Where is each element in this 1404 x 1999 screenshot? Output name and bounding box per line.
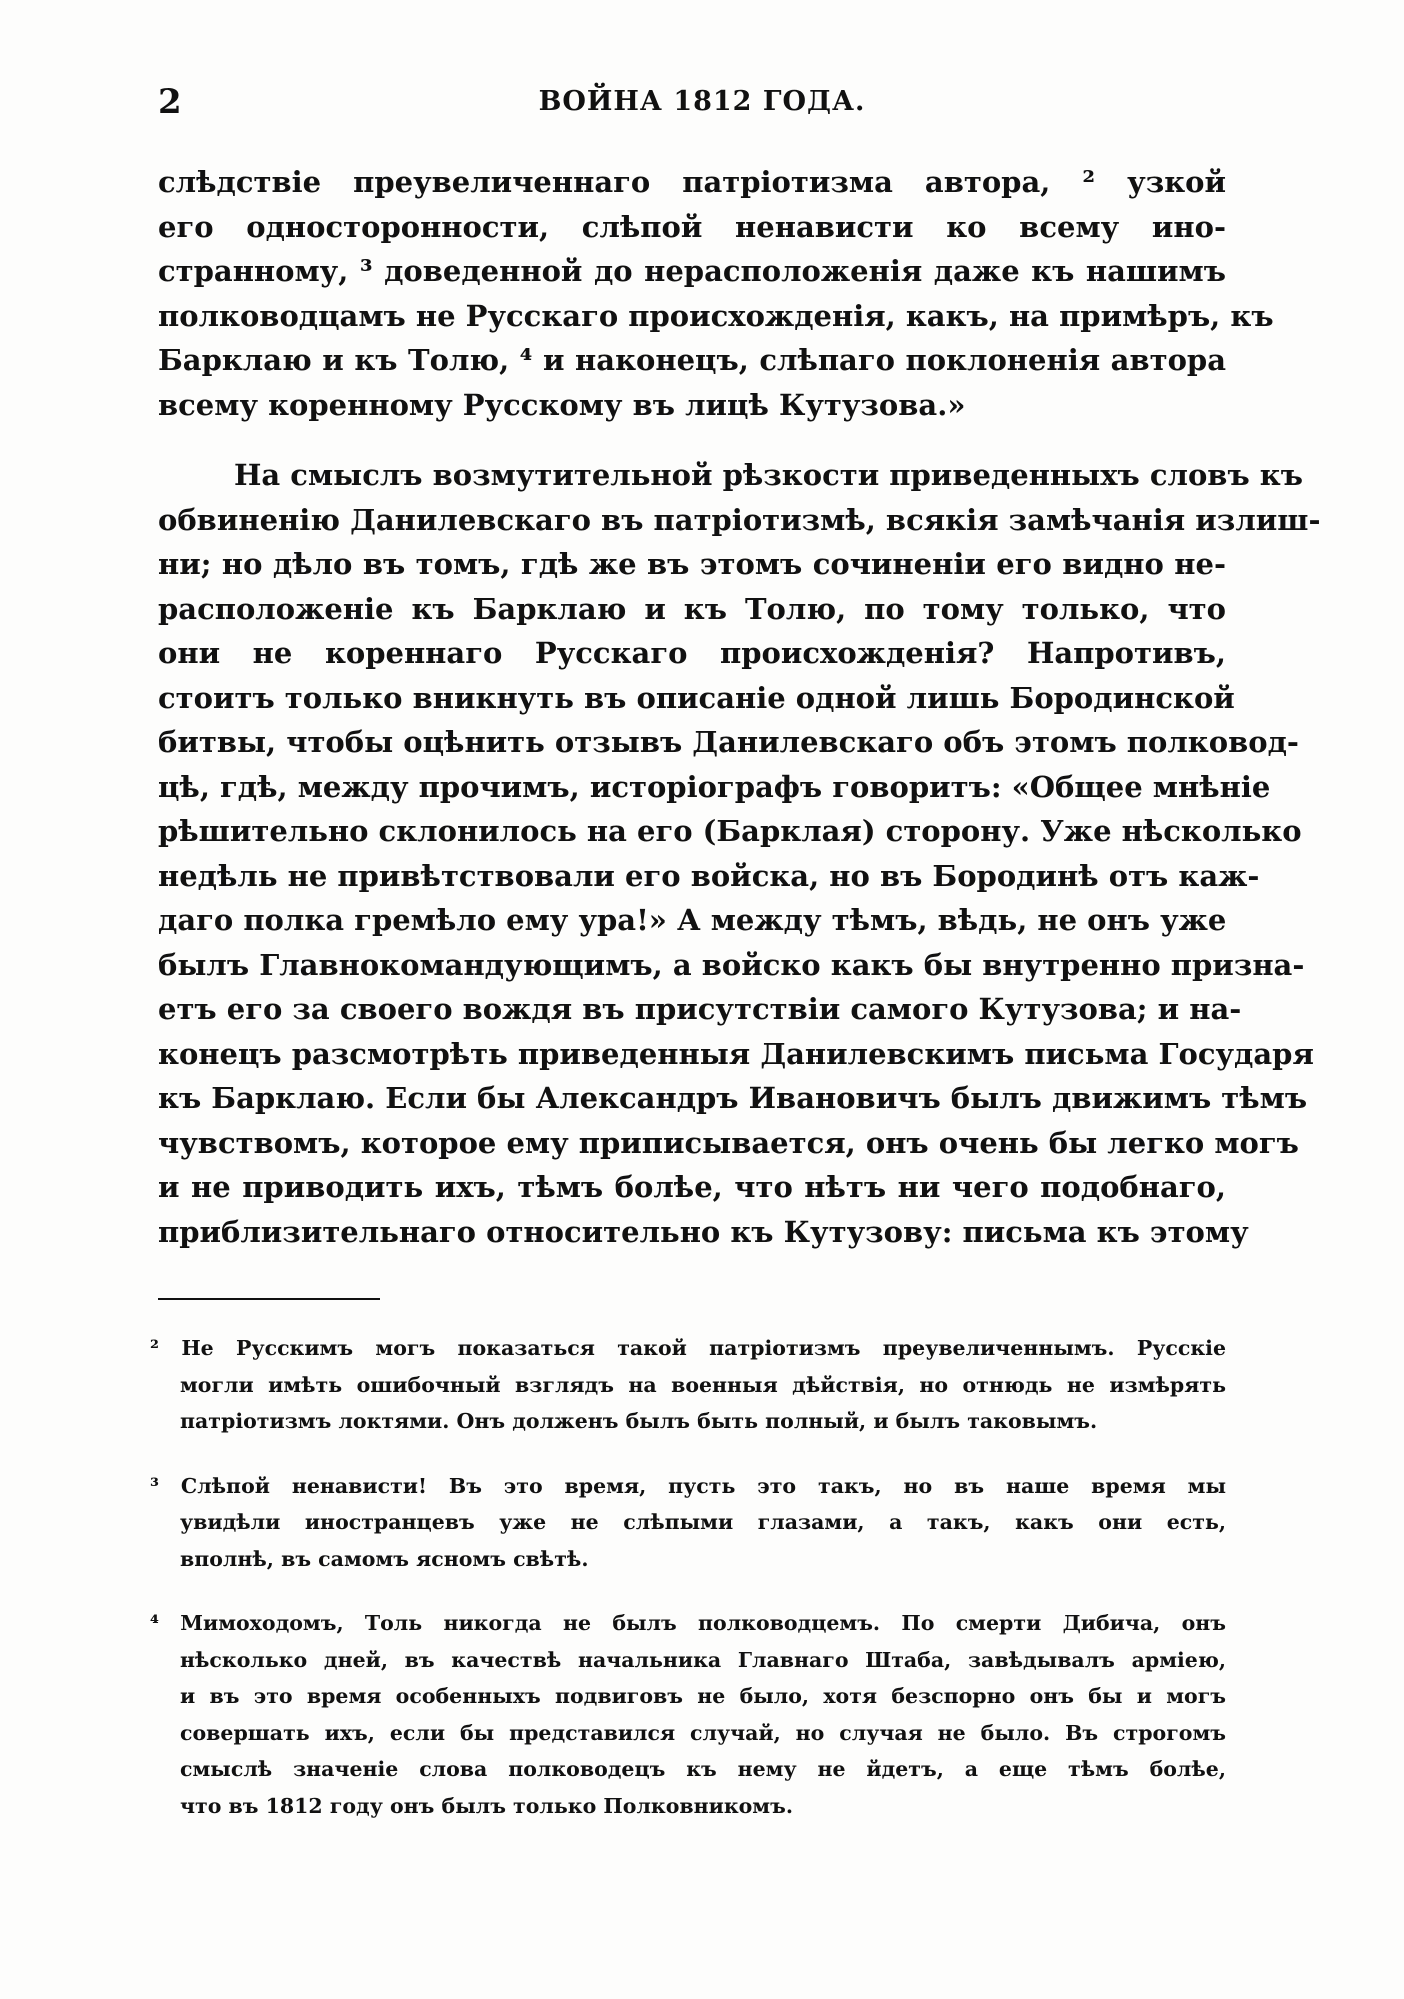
footnote-line: и въ это время особенныхъ подвиговъ не было, хотя безспорно онъ бы и могъ xyxy=(180,1684,1226,1708)
text-line: его односторонности, слѣпой ненависти ко всему ино- xyxy=(158,209,1226,244)
text-line: чувствомъ, которое ему приписывается, онъ очень бы легко могъ xyxy=(158,1125,1299,1160)
text-line: даго полка гремѣло ему ура!» А между тѣмъ, вѣдь, не онъ уже xyxy=(158,903,1227,937)
footnotes xyxy=(150,1330,1226,1852)
text-line: конецъ разсмотрѣть приведенныя Данилевскимъ письма Государя xyxy=(158,1036,1314,1071)
footnote-line: вполнѣ, въ самомъ ясномъ свѣтѣ. xyxy=(180,1546,589,1571)
footnote-3 xyxy=(150,1468,1226,1578)
footnote-line: увидѣли иностранцевъ уже не слѣпыми глазами, а такъ, какъ они есть, xyxy=(180,1510,1226,1534)
footnote-text: Мимоходомъ, Толь никогда не былъ полководцемъ. По смерти Дибича, онъ xyxy=(180,1611,1227,1635)
paragraph-2 xyxy=(158,453,1321,1254)
text-line: обвиненію Данилевскаго въ патріотизмѣ, всякія замѣчанія излиш- xyxy=(158,502,1321,537)
footnote-line: могли имѣть ошибочный взглядъ на военныя дѣйствія, но отнюдь не измѣрять xyxy=(180,1372,1226,1397)
text-line: они не кореннаго Русскаго происхожденія? Напротивъ, xyxy=(158,636,1226,670)
footnote-line xyxy=(150,1605,1226,1642)
text-line: недѣль не привѣтствовали его войска, но въ Бородинѣ отъ каж- xyxy=(158,858,1260,893)
footnote-line: смыслѣ значеніе слова полководецъ къ нему не йдетъ, а еще тѣмъ болѣе, xyxy=(180,1757,1226,1781)
footnote-2 xyxy=(150,1330,1226,1440)
text-line: приблизительнаго относительно къ Кутузову: письма къ этому xyxy=(158,1214,1249,1249)
text-line: битвы, чтобы оцѣнить отзывъ Данилевскаго объ этомъ полковод- xyxy=(158,725,1299,759)
footnote-line: нѣсколько дней, въ качествѣ начальника Главнаго Штаба, завѣдывалъ арміею, xyxy=(180,1647,1226,1672)
text-line: етъ его за своего вождя въ присутствіи самого Кутузова; и на- xyxy=(158,992,1242,1026)
paragraph-gap xyxy=(158,427,1226,453)
footnote-divider xyxy=(158,1298,380,1300)
footnote-text: Слѣпой ненависти! Въ это время, пусть это такъ, но въ наше время мы xyxy=(180,1473,1226,1498)
text-line: цѣ, гдѣ, между прочимъ, исторіографъ говоритъ: «Общее мнѣніе xyxy=(158,769,1271,804)
main-text xyxy=(158,160,1321,1254)
footnote-line: совершать ихъ, если бы представился случай, но случая не было. Въ строгомъ xyxy=(180,1720,1226,1745)
text-line: расположеніе къ Барклаю и къ Толю, по тому только, что xyxy=(158,591,1226,626)
footnote-4 xyxy=(150,1605,1226,1824)
text-line: полководцамъ не Русскаго происхожденія, какъ, на примѣръ, къ xyxy=(158,298,1274,333)
footnote-line: что въ 1812 году онъ былъ только Полковникомъ. xyxy=(180,1793,793,1818)
text-line: къ Барклаю. Если бы Александръ Ивановичъ былъ движимъ тѣмъ xyxy=(158,1081,1308,1115)
text-line: былъ Главнокомандующимъ, а войско какъ бы внутренно призна- xyxy=(158,947,1305,982)
text-line: Барклаю и къ Толю, ⁴ и наконецъ, слѣпаго поклоненія автора xyxy=(158,343,1226,377)
footnote-line xyxy=(150,1468,1226,1505)
footnote-line: патріотизмъ локтями. Онъ долженъ былъ быть полный, и былъ таковымъ. xyxy=(180,1409,1098,1433)
text-line: всему коренному Русскому въ лицѣ Кутузова.» xyxy=(158,387,966,422)
text-line: ни; но дѣло въ томъ, гдѣ же въ этомъ сочиненіи его видно не- xyxy=(158,547,1226,581)
text-line: слѣдствіе преувеличеннаго патріотизма автора, ² узкой xyxy=(158,165,1226,199)
running-title: ВОЙНА 1812 ГОДА. xyxy=(538,86,866,117)
footnote-marker: ² xyxy=(150,1336,159,1360)
text-line: странному, ³ доведенной до нерасположенія даже къ нашимъ xyxy=(158,254,1226,288)
footnote-text: Не Русскимъ могъ показаться такой патріотизмъ преувеличеннымъ. Русскіе xyxy=(181,1336,1226,1360)
footnote-line xyxy=(150,1330,1226,1367)
text-line: стоитъ только вникнуть въ описаніе одной лишь Бородинской xyxy=(158,680,1235,715)
footnote-marker: ⁴ xyxy=(150,1611,159,1635)
page-number: 2 xyxy=(158,82,182,122)
footnote-marker: ³ xyxy=(150,1473,159,1498)
text-line: На смыслъ возмутительной рѣзкости приведенныхъ словъ къ xyxy=(234,458,1303,492)
text-line: рѣшительно склонилось на его (Барклая) сторону. Уже нѣсколько xyxy=(158,814,1302,848)
text-line: и не приводить ихъ, тѣмъ болѣе, что нѣтъ ни чего подобнаго, xyxy=(158,1170,1226,1204)
paragraph-1 xyxy=(158,160,1274,427)
